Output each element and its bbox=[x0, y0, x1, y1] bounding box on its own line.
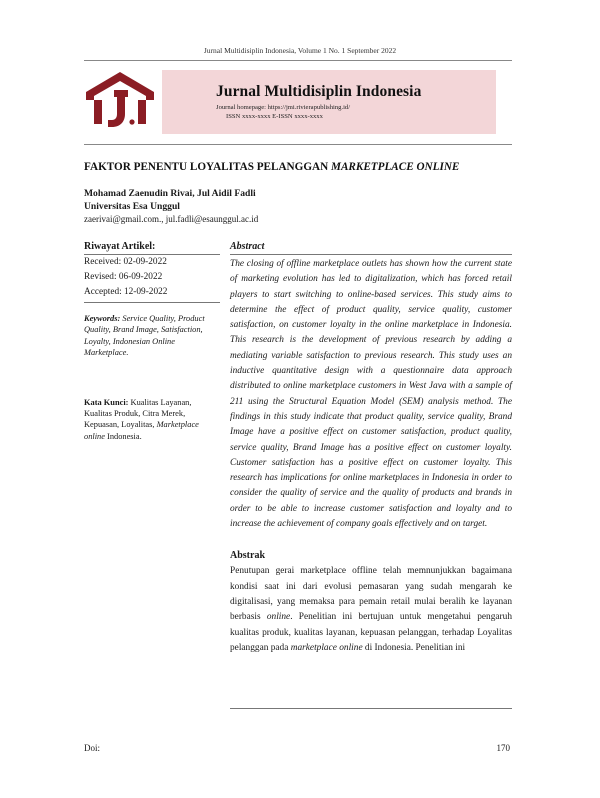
abstract-column bbox=[230, 241, 512, 656]
footer-doi: Doi: bbox=[84, 743, 101, 753]
header-rule bbox=[84, 60, 512, 61]
footer-page-number: 170 bbox=[496, 743, 510, 753]
kata-kunci-text: Kualitas Layanan, Kualitas Produk, Citra Merek, Kepuasan, Loyalitas, bbox=[84, 397, 192, 430]
abstract-body: The closing of offline marketplace outlets has shown how the current state of marketing evolution has led to digitalization, which has forced retail players to start switching to online-based services. This study aims to determine the effect of product quality, service quality, customer satisfaction, on customer loyalty in the online marketplace in Indonesia. This research is the development of previous research by adding a mediating variable satisfaction to previous research. This study uses an inductive quantitative design with a questionnaire data approach distributed to online marketplace customers in West Java with a sample of 211 using the Structural Equation Model (SEM) analysis method. The findings in this study indicate that product quality, service quality, Brand Image have a positive effect on customer satisfaction, product quality, service quality, Brand Image has a positive effect on customer loyalty. Customer satisfaction has a positive effect on customer loyalty. This research has implications for online marketplaces in Indonesia in order to consider the quality of service and the quality of products and brands in order to be able to increase customer satisfaction and loyalty and to increase the achievement of company goals effectively and on target. bbox=[230, 259, 512, 530]
abstrak-part-3: di Indonesia. Penelitian ini bbox=[362, 642, 466, 653]
abstrak-body bbox=[230, 564, 512, 656]
abstract-rule bbox=[230, 254, 512, 255]
keywords-text: Service Quality, Product Quality, Brand Image, Satisfaction, Loyalty, Indonesian Online Marketplace. bbox=[84, 314, 205, 358]
history-accepted: Accepted: 12-09-2022 bbox=[84, 287, 168, 297]
author-emails: zaerivai@gmail.com., jul.fadli@esaunggul.ac.id bbox=[84, 214, 259, 224]
history-heading: Riwayat Artikel: bbox=[84, 241, 156, 252]
abstrak-italic-2: marketplace online bbox=[290, 642, 363, 653]
journal-logo bbox=[84, 70, 156, 136]
history-revised: Revised: 06-09-2022 bbox=[84, 272, 163, 282]
author-block bbox=[84, 188, 514, 213]
author-affiliation: Universitas Esa Unggul bbox=[84, 200, 180, 212]
journal-masthead bbox=[162, 70, 496, 134]
keywords-english bbox=[84, 313, 220, 359]
masthead-rule bbox=[84, 144, 512, 145]
running-head: Jurnal Multidisiplin Indonesia, Volume 1 No. 1 September 2022 bbox=[203, 46, 397, 55]
paper-title bbox=[84, 161, 514, 173]
abstrak-heading: Abstrak bbox=[230, 550, 266, 562]
article-info-column bbox=[84, 241, 220, 442]
abstrak-part-1: Penutupan gerai marketplace offline telah memnunjukkan bagaimana kondisi saat ini dari evolusi pemasaran yang sudah mengarah ke digitalisasi, yang memaksa para pemain retail mulai beralih ke layanan berbasis bbox=[230, 566, 512, 623]
kata-kunci-tail: Indonesia. bbox=[104, 431, 142, 441]
journal-name: Jurnal Multidisiplin Indonesia bbox=[216, 83, 422, 100]
abstrak-italic-1: online bbox=[266, 612, 291, 623]
abstrak-part-2: . Penelitian ini bertujuan untuk mengetahui pengaruh kualitas produk, kualitas layanan, kepuasan pelanggan, terhadap Loyalitas pelanggan pada bbox=[230, 612, 512, 653]
journal-homepage: Journal homepage: https://jmi.rivierapublishing.id/ bbox=[216, 104, 351, 111]
history-received: Received: 02-09-2022 bbox=[84, 257, 167, 267]
kata-kunci-label: Kata Kunci: bbox=[84, 397, 129, 407]
keywords-indonesian bbox=[84, 397, 220, 443]
abstract-bottom-rule bbox=[230, 708, 512, 709]
author-names: Mohamad Zaenudin Rivai, Jul Aidil Fadli bbox=[84, 188, 256, 199]
paper-title-main: FAKTOR PENENTU LOYALITAS PELANGGAN bbox=[84, 161, 331, 173]
journal-issn: ISSN xxxx-xxxx E-ISSN xxxx-xxxx bbox=[226, 113, 323, 120]
keywords-label: Keywords: bbox=[84, 314, 121, 323]
kata-kunci-italic: Marketplace online bbox=[84, 420, 199, 441]
history-bottom-rule bbox=[84, 302, 220, 303]
paper-title-italic: MARKETPLACE ONLINE bbox=[331, 161, 460, 173]
abstract-heading: Abstract bbox=[230, 241, 265, 252]
